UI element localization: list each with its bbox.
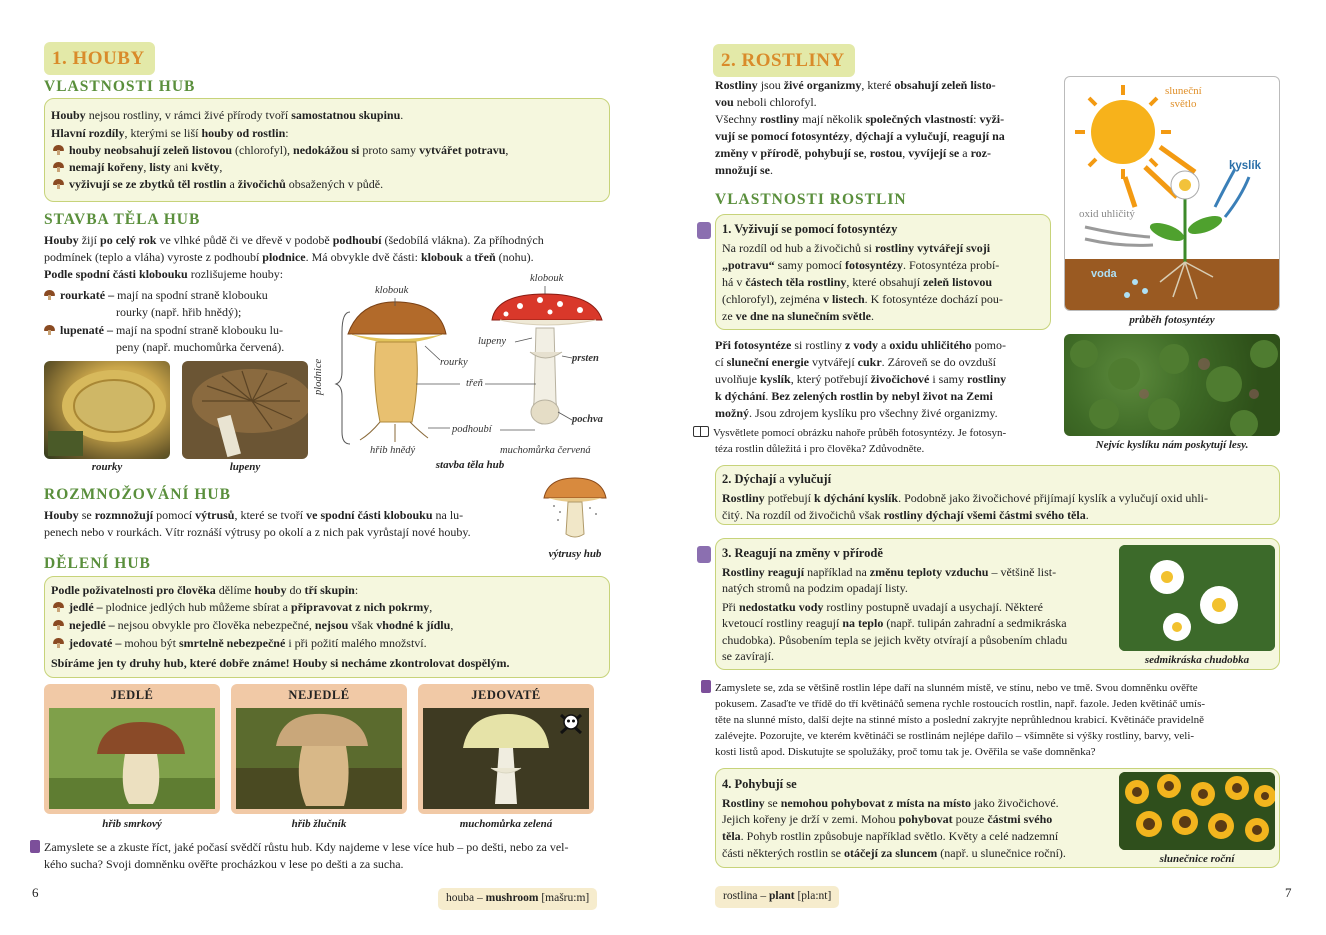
chapter-title-houby: 1. HOUBY: [44, 42, 155, 75]
box4-line-4: části některých rostlin se otáčejí za sluncem (např. u slunečnice roční).: [722, 846, 1066, 860]
mushroom-bullet-icon: [53, 638, 64, 648]
experiment-icon: [30, 840, 40, 853]
label-oxid-uhlicity: oxid uhličitý: [1079, 208, 1135, 220]
caption-prubeh-fotosyntezy: průběh fotosyntézy: [1129, 314, 1215, 326]
deleni-bullet-jedle: jedlé – plodnice jedlých hub můžeme sbírat a připravovat z nich pokrmy,: [53, 599, 432, 616]
box2-line-2: čitý. Na rozdíl od živočichů však rostliny dýchají všemi částmi svého těla.: [722, 508, 1089, 522]
page-number-right: 7: [1285, 885, 1292, 900]
caption-muchomurka-zelena: muchomůrka zelená: [459, 818, 553, 830]
intro-line-6: množují se.: [715, 163, 773, 177]
box3-line-4: kvetoucí rostliny reagují na teplo (např. tulipán zahradní a sedmikráska: [722, 616, 1067, 630]
rozmnozovani-line-1: Houby se rozmnožují pomocí výtrusů, které se tvoří ve spodní části klobouku na lu-: [44, 508, 464, 522]
properties-bullet-2: nemají kořeny, listy ani květy,: [53, 159, 222, 176]
spores-illustration: [540, 472, 610, 544]
intro-line-2: vou neboli chlorofyl.: [715, 95, 817, 109]
caption-slunecnice-rocni: slunečnice roční: [1159, 853, 1235, 865]
photo-text-line-1: Při fotosyntéze si rostliny z vody a oxidu uhličitého pomo-: [715, 338, 1007, 352]
photosynthesis-diagram: [1064, 76, 1280, 311]
category-tab-nejedle: NEJEDLÉ: [288, 688, 350, 702]
forest-canopy-illustration: [1064, 334, 1280, 436]
box1-line-5: ze ve dne na slunečním světle.: [722, 309, 874, 323]
section-heading-rozmnozovani: ROZMNOŽOVÁNÍ HUB: [44, 486, 231, 503]
box2-line-1: Rostliny potřebují k dýchání kyslík. Podobně jako živočichové přijímají kyslík a vylučují oxid uhli-: [722, 491, 1209, 505]
box3-line-3: Při nedostatku vody rostliny postupně uvadají a usychají. Některé: [722, 600, 1043, 614]
label-podhoubi: podhoubí: [452, 424, 492, 435]
label-voda: voda: [1091, 268, 1117, 280]
mushroom-bullet-icon: [53, 162, 64, 172]
label-klobouk-2: klobouk: [530, 273, 564, 284]
photo-text-line-2: cí sluneční energie vytvářejí cukr. Zároveň se do ovzduší: [715, 355, 996, 369]
caption-sedmikraska-chudobka: sedmikráska chudobka: [1144, 654, 1250, 666]
task-rostliny-line-5: kosti listů apod. Diskutujte se spolužáky, proč tomu tak je. Ověřila se vaše domněnka?: [715, 746, 1096, 758]
lupenate-line-2: peny (např. muchomůrka červená).: [116, 340, 285, 354]
intro-line-4: vují se pomocí fotosyntézy, dýchají a vylučují, reagují na: [715, 129, 1005, 143]
mushroom-bullet-icon: [53, 602, 64, 612]
box2-title: 2. Dýchají a vylučují: [722, 472, 832, 486]
property-number-icon: [697, 546, 711, 563]
bolete-underside-illustration: [44, 361, 170, 459]
mushroom-bullet-icon: [53, 179, 64, 189]
rourkate-bullet: rourkaté – mají na spodní straně klobouku: [44, 287, 268, 304]
label-tren: třeň: [466, 378, 483, 389]
task-houby-line-2: kého sucha? Svoji domněnku ověřte procházkou v lese po dešti a za sucha.: [44, 857, 404, 871]
label-rourky: rourky: [440, 357, 468, 368]
box1-line-3: há v částech těla rostliny, které obsahují zeleň listovou: [722, 275, 993, 289]
rourkate-line-2: rourky (např. hřib hnědý);: [116, 305, 242, 319]
label-plodnice: plodnice: [313, 358, 324, 395]
label-kyslik: kyslík: [1229, 160, 1261, 172]
box4-line-1: Rostliny se nemohou pohybovat z místa na místo jako živočichové.: [722, 796, 1059, 810]
section-heading-vlastnosti-rostlin: VLASTNOSTI ROSTLIN: [715, 191, 907, 208]
caption-hrib-smrkovy: hřib smrkový: [102, 818, 162, 830]
property-number-icon: [697, 222, 711, 239]
category-tab-jedovate: JEDOVATÉ: [471, 688, 541, 702]
chapter-title-rostliny: 2. ROSTLINY: [713, 44, 855, 77]
box1-title: 1. Vyživují se pomocí fotosyntézy: [722, 222, 898, 236]
intro-line-5: změny v přírodě, pohybují se, rostou, vyvíjejí se a roz-: [715, 146, 991, 160]
task-rostliny-line-3: těte na slunné místo, další dejte na stinné místo a poslední zakryjte neprůhlednou krabicí. Květináče pravidelně: [715, 714, 1205, 726]
category-card-jedle: [44, 684, 220, 814]
box3-title: 3. Reagují na změny v přírodě: [722, 546, 883, 560]
label-prsten: prsten: [572, 353, 599, 364]
experiment-icon: [701, 680, 711, 693]
intro-line-3: Všechny rostliny mají několik společných vlastností: vyži-: [715, 112, 1005, 126]
label-klobouk-1: klobouk: [375, 285, 409, 296]
right-page: [663, 0, 1326, 935]
category-card-jedovate: [418, 684, 594, 814]
caption-hrib-zlucnik: hřib žlučník: [291, 818, 347, 830]
intro-line-1: Rostliny jsou živé organizmy, které obsahují zeleň listo-: [715, 78, 996, 92]
book-icon: [693, 426, 709, 437]
footer-vocab-plant: rostlina – plant [pla:nt]: [715, 886, 839, 908]
mushroom-bullet-icon: [53, 620, 64, 630]
box4-line-3: těla. Pohyb rostlin způsobuje například světlo. Květy a celé nadzemní: [722, 829, 1059, 843]
caption-vytrusy-hub: výtrusy hub: [548, 548, 602, 560]
gills-illustration: [182, 361, 308, 459]
caption-stavba-tela-hub: stavba těla hub: [435, 459, 505, 471]
photo-forest: [1064, 334, 1280, 436]
box3-line-5: chudobka). Působením tepla se jejich květy otvírají a působením chladu: [722, 633, 1068, 647]
footer-vocab-mushroom: houba – mushroom [mašru:m]: [438, 888, 597, 910]
deleni-bullet-jedovate: jedovaté – mohou být smrtelně nebezpečné i při požití malého množství.: [53, 635, 427, 652]
box3-line-6: se zavírají.: [722, 649, 774, 663]
mushroom-bullet-icon: [44, 325, 55, 335]
caption-rourky: rourky: [91, 461, 123, 473]
photo-hrib-smrkovy: [49, 708, 215, 809]
photo-hrib-zlucnik: [236, 708, 402, 809]
rozmnozovani-line-2: penech nebo v rourkách. Vítr roznáší výtrusy po okolí a z nich pak vyrůstají nové houby.: [44, 525, 471, 539]
lupenate-bullet: lupenaté – mají na spodní straně klobouku lu-: [44, 322, 283, 339]
label-hrib-hnedy: hřib hnědý: [370, 445, 416, 456]
task-houby-line-1: Zamyslete se a zkuste říct, jaké počasí svědčí růstu hub. Kdy najdeme v lese více hub – po dešti, nebo za vel-: [30, 839, 569, 856]
deleni-line-1: Podle poživatelnosti pro člověka dělíme houby do tří skupin:: [51, 583, 359, 597]
section-heading-deleni: DĚLENÍ HUB: [44, 555, 151, 572]
book-task-line-1: Vysvětlete pomocí obrázku nahoře průběh fotosyntézy. Je fotosyn-: [693, 425, 1006, 442]
sunflowers-illustration: [1119, 772, 1275, 850]
label-slunecni-svetlo: sluneční světlo: [1165, 85, 1202, 110]
label-muchomurka-cervena: muchomůrka červená: [500, 445, 591, 456]
mushroom-bullet-icon: [53, 145, 64, 155]
deleni-warning: Sbíráme jen ty druhy hub, které dobře známe! Houby si necháme zkontrolovat dospělým.: [51, 656, 510, 670]
properties-line-2: Hlavní rozdíly, kterými se liší houby od rostlin:: [51, 126, 289, 140]
category-card-nejedle: [231, 684, 407, 814]
box1-line-1: Na rozdíl od hub a živočichů si rostliny vytvářejí svoji: [722, 241, 991, 255]
skull-crossbones-icon: [558, 712, 584, 736]
photo-sedmikraska: [1119, 545, 1275, 651]
photo-rourky: [44, 361, 170, 459]
page-number-left: 6: [32, 885, 39, 900]
box1-line-4: (chlorofyl), zejména v listech. K fotosyntéze dochází pou-: [722, 292, 1003, 306]
photo-text-line-4: k dýchání. Bez zelených rostlin by nebyl život na Zemi: [715, 389, 993, 403]
box4-line-2: Jejich kořeny je drží v zemi. Mohou pohybovat pouze částmi svého: [722, 812, 1053, 826]
section-heading-vlastnosti-hub: VLASTNOSTI HUB: [44, 78, 196, 95]
book-task-line-2: téza rostlin důležitá i pro člověka? Zdůvodněte.: [715, 443, 925, 455]
label-pochva: pochva: [572, 414, 603, 425]
box3-line-2: natých stromů na podzim opadají listy.: [722, 581, 908, 595]
box3-line-1: Rostliny reagují například na změnu teploty vzduchu – většině list-: [722, 565, 1057, 579]
stavba-line-2: podmínek (teplo a vláha) vyroste z podhoubí plodnice. Má obvykle dvě části: klobouk a třeň (nohu).: [44, 250, 534, 264]
task-rostliny-line-2: pokusem. Zasaďte ve třídě do tří květináčů semena rychle rostoucích rostlin, např. fazole. Jeden květináč umís-: [715, 698, 1206, 710]
caption-nejvic-kysliku: Nejvíc kyslíku nám poskytují lesy.: [1095, 439, 1249, 451]
section-heading-stavba: STAVBA TĚLA HUB: [44, 211, 201, 228]
category-tab-jedle: JEDLÉ: [110, 688, 154, 702]
photo-text-line-3: uvolňuje kyslík, který potřebují živočichové i samy rostliny: [715, 372, 1007, 386]
task-rostliny-line-4: zalévejte. Pozorujte, ve kterém květináči se rostlinám nejlépe dařilo – všímněte si výšky rostliny, barvy, veli-: [715, 730, 1195, 742]
properties-line-1: Houby nejsou rostliny, v rámci živé přírody tvoří samostatnou skupinu.: [51, 108, 404, 122]
photo-text-line-5: možný. Jsou zdrojem kyslíku pro všechny živé organizmy.: [715, 406, 998, 420]
properties-bullet-3: vyživují se ze zbytků těl rostlin a živočichů obsažených v půdě.: [53, 176, 383, 193]
label-lupeny: lupeny: [478, 336, 506, 347]
task-rostliny-line-1: Zamyslete se, zda se většině rostlin lépe daří na slunném místě, ve stínu, nebo ve tmě. Svou domněnku ověřte: [701, 680, 1198, 697]
stavba-line-1: Houby žijí po celý rok ve vlhké půdě či ve dřevě v podobě podhoubí (šedobílá vlákna). Za příhodných: [44, 233, 544, 247]
caption-lupeny: lupeny: [229, 461, 261, 473]
daisies-illustration: [1119, 545, 1275, 651]
properties-bullet-1: houby neobsahují zeleň listovou (chlorofyl), nedokážou si proto samy vytvářet potravu,: [53, 142, 508, 159]
box1-line-2: „potravu“ samy pomocí fotosyntézy. Fotosyntéza probí-: [722, 258, 1000, 272]
mushroom-structure-diagram: [320, 272, 620, 472]
photo-slunecnice: [1119, 772, 1275, 850]
mushroom-bullet-icon: [44, 290, 55, 300]
photo-lupeny: [182, 361, 308, 459]
stavba-line-3: Podle spodní části klobouku rozlišujeme houby:: [44, 267, 284, 281]
deleni-bullet-nejedle: nejedlé – nejsou obvykle pro člověka nebezpečné, nejsou však vhodné k jídlu,: [53, 617, 453, 634]
box4-title: 4. Pohybují se: [722, 777, 797, 791]
